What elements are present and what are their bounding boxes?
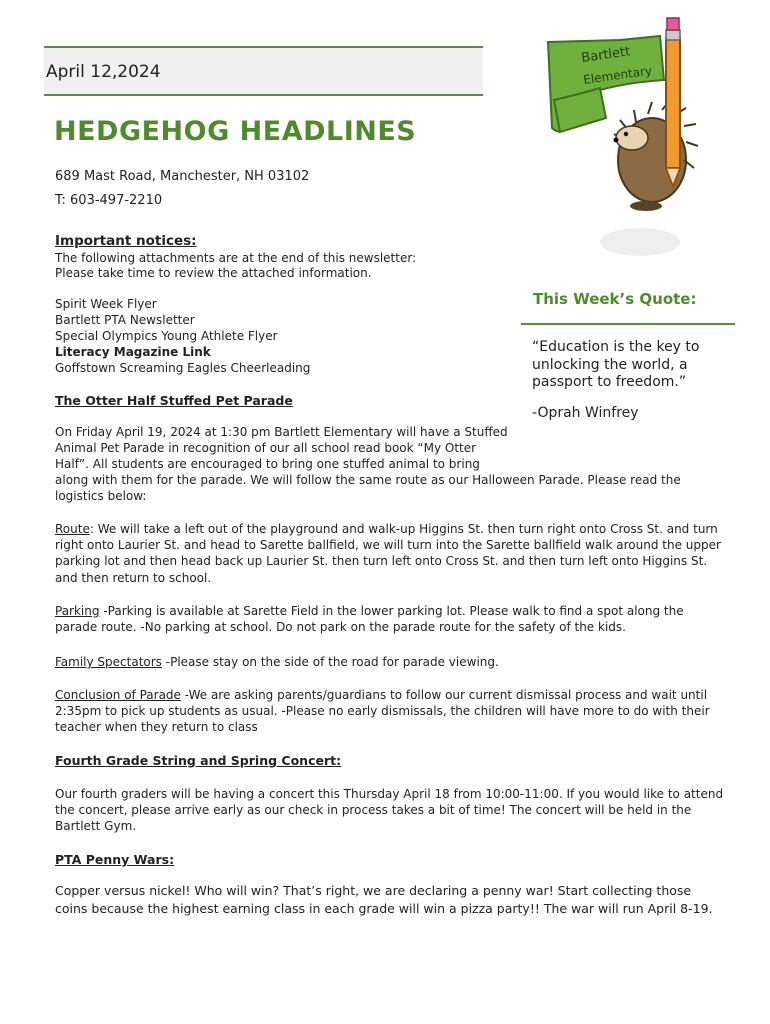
parade-parking: [55, 603, 725, 635]
parking-text: -Parking is available at Sarette Field in the lower parking lot. Please walk to find a spot along the parade route. -No parking at school. Do not park on the parade route for the safety of the kids.: [55, 604, 684, 635]
school-address: 689 Mast Road, Manchester, NH 03102: [55, 169, 310, 184]
hedgehog-with-pencil-and-flag-icon: [540, 10, 700, 270]
concert-heading: Fourth Grade String and Spring Concert:: [55, 753, 342, 768]
quote-text: “Education is the key to unlocking the world, a passport to freedom.”: [532, 339, 700, 390]
notices-line2: Please take time to review the attached information.: [55, 266, 372, 280]
concert-text: Our fourth graders will be having a concert this Thursday April 18 from 10:00-11:00. If you would like to attend the concert, please arrive early as our check in process takes a bit of time! The concert will be held in the Bartlett Gym.: [55, 787, 724, 834]
parade-intro-line3: Half”. All students are encouraged to bring one stuffed animal to bring: [55, 457, 480, 471]
newsletter-date: April 12,2024: [46, 62, 161, 82]
flag-text-line1: Bartlett: [580, 44, 632, 66]
penny-wars-text: Copper versus nickel! Who will win? That’s right, we are declaring a penny war! Start collecting those coins because the highest earning class in each grade will win a pizza party!! The war will run April 8-19.: [55, 883, 713, 916]
parking-label: Parking: [55, 604, 100, 618]
date-banner: [44, 46, 483, 96]
notices-line1: The following attachments are at the end of this newsletter:: [55, 251, 417, 265]
flag-text-line2: Elementary: [582, 63, 653, 87]
parade-heading: The Otter Half Stuffed Pet Parade: [55, 393, 293, 408]
parade-conclusion: [55, 687, 725, 736]
list-item: Goffstown Screaming Eagles Cheerleading: [55, 361, 311, 375]
list-item: Special Olympics Young Athlete Flyer: [55, 329, 278, 343]
spectators-label: Family Spectators: [55, 655, 162, 669]
parade-intro-line2: Animal Pet Parade in recognition of our all school read book “My Otter: [55, 441, 477, 455]
school-phone: T: 603-497-2210: [55, 193, 163, 208]
quote-divider: [521, 323, 735, 325]
conclusion-label: Conclusion of Parade: [55, 688, 181, 702]
route-text: : We will take a left out of the playground and walk-up Higgins St. then turn right onto Cross St. and turn right onto Laurier St. and head to Sarette ballfield, we will turn into the Sarette ballfield walk around the upper parking lot and then head back up Laurier St. then turn left onto Cross St. and then turn left onto Higgins St. and then return to school.: [55, 522, 721, 585]
parade-spectators: [55, 654, 725, 670]
newsletter-title: HEDGEHOG HEADLINES: [54, 116, 417, 147]
route-label: Route: [55, 522, 90, 536]
quote-author: -Oprah Winfrey: [532, 405, 639, 421]
notices-heading: Important notices:: [55, 233, 197, 249]
spectators-text: -Please stay on the side of the road for parade viewing.: [161, 655, 499, 669]
list-item: Bartlett PTA Newsletter: [55, 313, 195, 327]
literacy-magazine-link[interactable]: Literacy Magazine Link: [55, 345, 211, 359]
quote-title: This Week’s Quote:: [533, 290, 697, 308]
penny-wars-heading: PTA Penny Wars:: [55, 852, 175, 867]
parade-intro-line1: On Friday April 19, 2024 at 1:30 pm Bartlett Elementary will have a Stuffed: [55, 425, 508, 439]
parade-intro-line4: along with them for the parade. We will follow the same route as our Halloween Parade. Please read the logistics below:: [55, 473, 681, 504]
attachment-list: [55, 296, 310, 376]
parade-route: [55, 521, 725, 586]
list-item: Spirit Week Flyer: [55, 297, 157, 311]
conclusion-text: -We are asking parents/guardians to follow our current dismissal process and wait until 2:35pm to pick up students as usual. -Please no early dismissals, the children will have more to do with their teacher when they return to class: [55, 688, 710, 735]
